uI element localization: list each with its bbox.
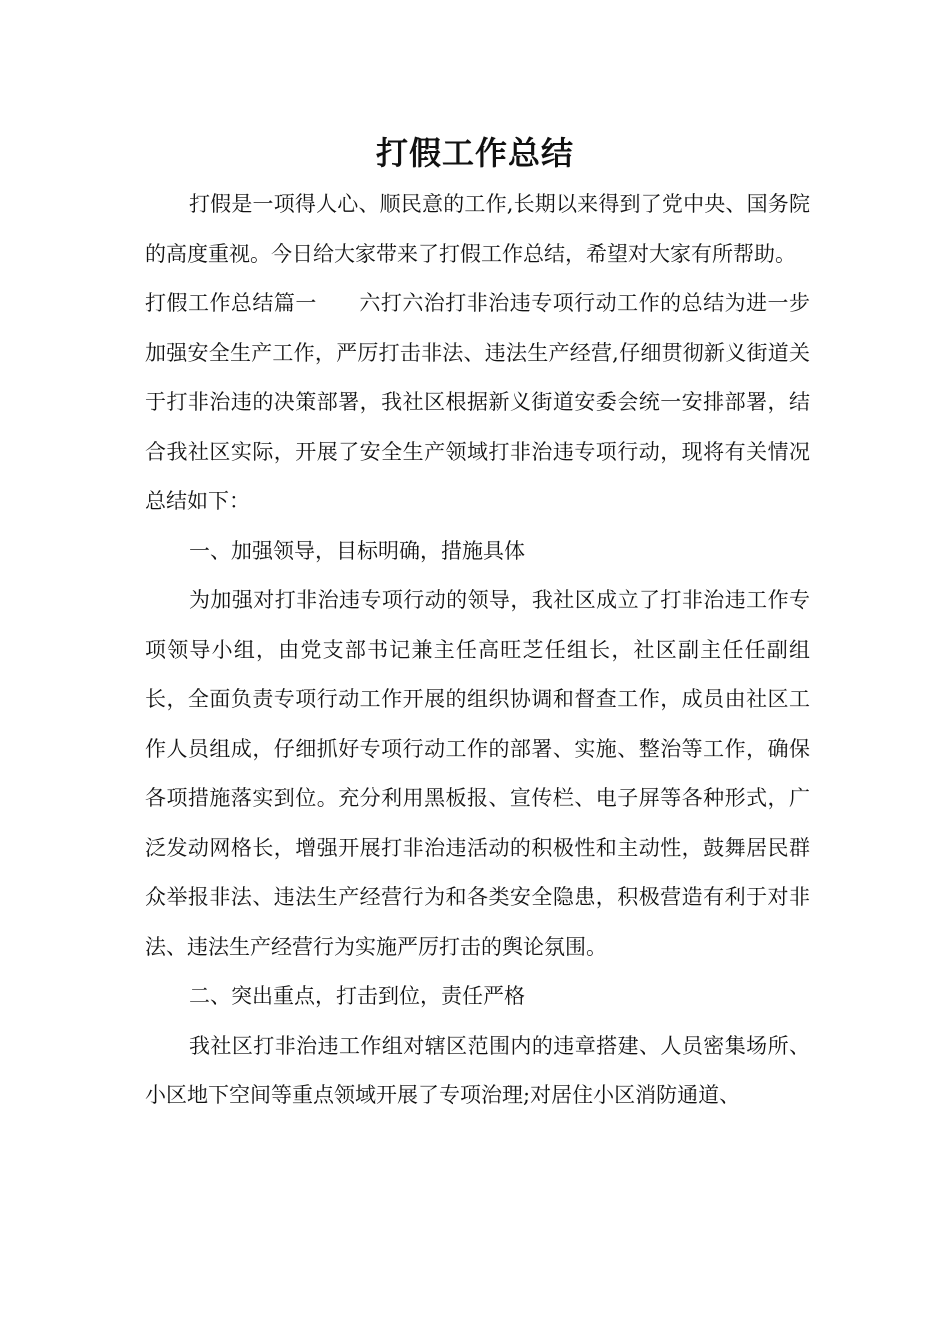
section-heading-2: 二、突出重点，打击到位，责任严格 — [189, 984, 525, 1008]
document-title: 打假工作总结 — [375, 134, 574, 172]
part-one-paragraph — [145, 279, 810, 527]
section-1-paragraph: 为加强对打非治违专项行动的领导，我社区成立了打非治违工作专项领导小组，由党支部书记兼主任高旺芝任组长，社区副主任任副组长，全面负责专项行动工作开展的组织协调和督查工作，成员由社区工作人员组成，仔细抓好专项行动工作的部署、实施、整治等工作，确保各项措施落实到位。充分利用黑板报、宣传栏、电子屏等各种形式，广泛发动网格长，增强开展打非治违活动的积极性和主动性，鼓舞居民群众举报非法、违法生产经营行为和各类安全隐患，积极营造有利于对非法、违法生产经营行为实施严厉打击的舆论氛围。 — [145, 588, 810, 959]
part-one-text: 六打六治打非治违专项行动工作的总结为进一步加强安全生产工作，严厉打击非法、违法生产经营,仔细贯彻新义街道关于打非治违的决策部署，我社区根据新义街道安委会统一安排部署，结合我社区实际，开展了安全生产领域打非治违专项行动，现将有关情况总结如下： — [145, 291, 811, 513]
part-one-label: 打假工作总结篇一 — [145, 291, 317, 315]
document-body — [145, 180, 810, 1121]
intro-paragraph: 打假是一项得人心、顺民意的工作,长期以来得到了党中央、国务院的高度重视。今日给大家带来了打假工作总结，希望对大家有所帮助。 — [145, 192, 810, 266]
section-2-paragraph: 我社区打非治违工作组对辖区范围内的违章搭建、人员密集场所、小区地下空间等重点领域开展了专项治理;对居住小区消防通道、 — [145, 1033, 810, 1107]
section-heading-1: 一、加强领导，目标明确，措施具体 — [189, 538, 525, 563]
